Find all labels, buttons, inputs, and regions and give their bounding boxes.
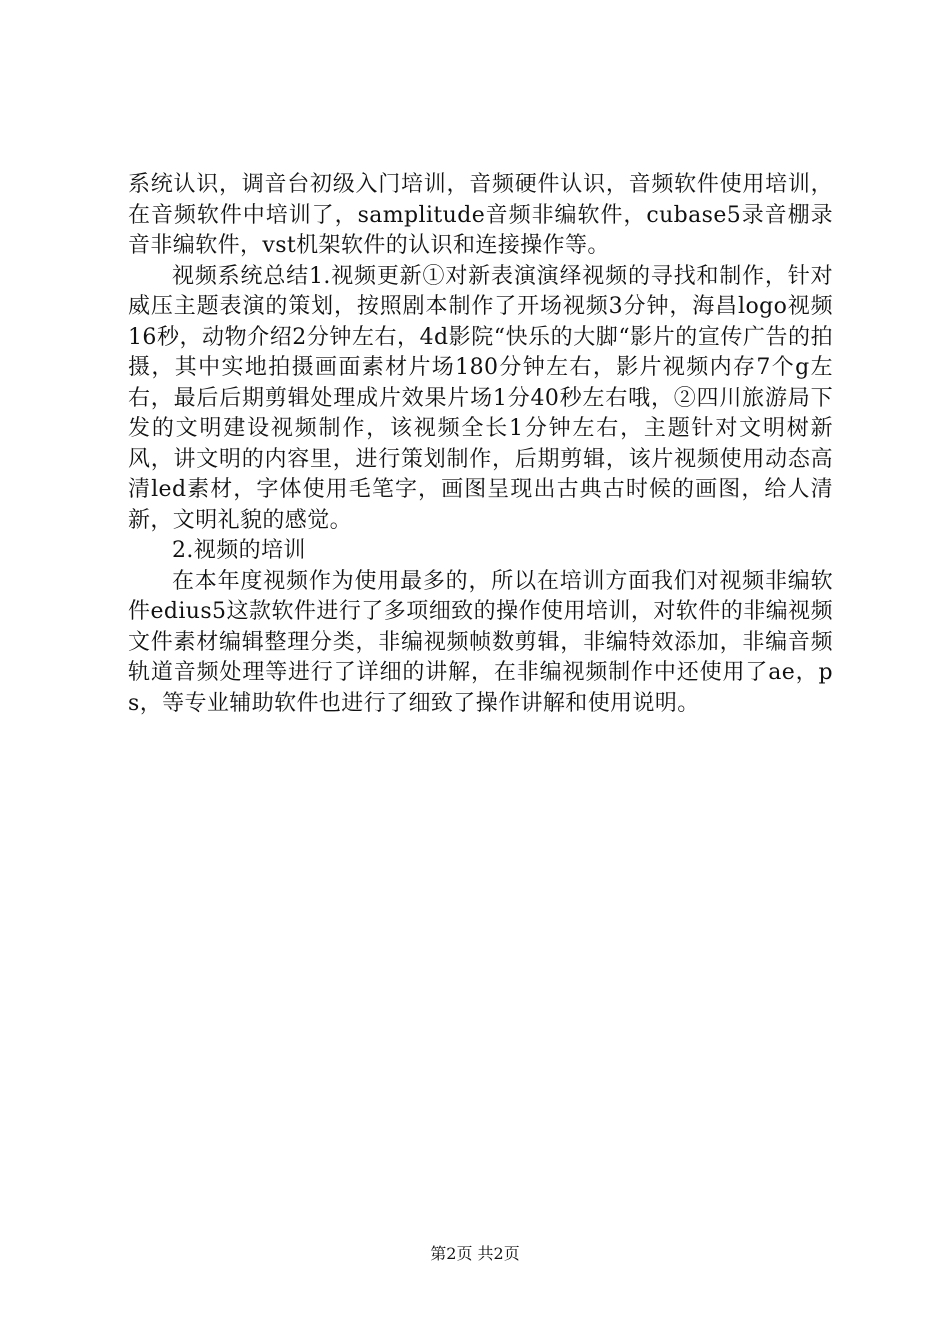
page-footer: 第2页 共2页 [430, 1244, 520, 1263]
paragraph-video-system-summary: 视频系统总结1.视频更新①对新表演演绎视频的寻找和制作，针对威压主题表演的策划，按照剧本制作了开场视频3分钟，海昌logo视频16秒，动物介绍2分钟左右，4d影院“快乐的大脚“影片的宣传广告的拍摄，其中实地拍摄画面素材片场180分钟左右，影片视频内存7个g左右，最后后期剪辑处理成片效果片场1分40秒左右哦，②四川旅游局下发的文明建设视频制作，该视频全长1分钟左右，主题针对文明树新风，讲文明的内容里，进行策划制作，后期剪辑，该片视频使用动态高清led素材，字体使用毛笔字，画图呈现出古典古时候的画图，给人清新，文明礼貌的感觉。 [128, 263, 833, 533]
section-heading-video-training: 2.视频的培训 [172, 538, 306, 563]
paragraph-video-training: 在本年度视频作为使用最多的，所以在培训方面我们对视频非编软件edius5这款软件进行了多项细致的操作使用培训，对软件的非编视频文件素材编辑整理分类，非编视频帧数剪辑，非编特效添加，非编音频轨道音频处理等进行了详细的讲解，在非编视频制作中还使用了ae，ps，等专业辅助软件也进行了细致了操作讲解和使用说明。 [128, 568, 833, 716]
paragraph-audio-training: 系统认识，调音台初级入门培训，音频硬件认识，音频软件使用培训，在音频软件中培训了，samplitude音频非编软件，cubase5录音棚录音非编软件，vst机架软件的认识和连接操作等。 [128, 172, 833, 258]
document-body [128, 170, 833, 719]
